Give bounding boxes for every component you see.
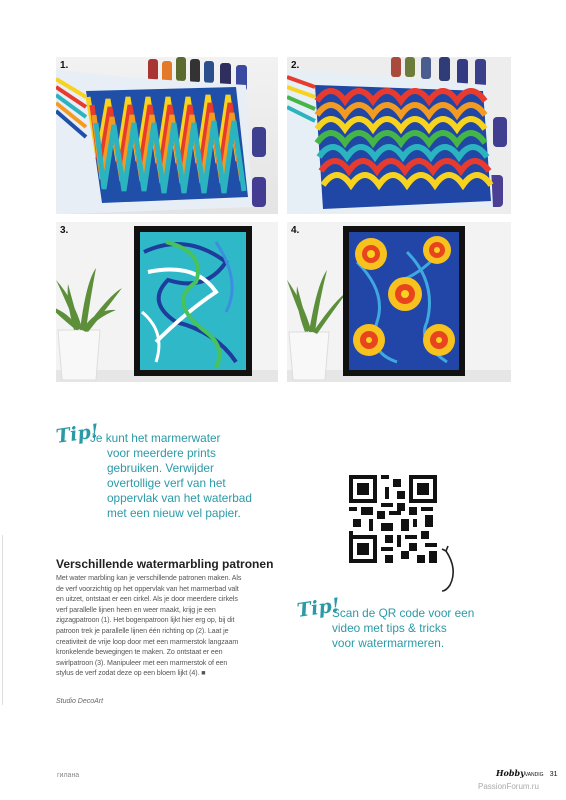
tip-label-2: Tip! <box>295 594 342 622</box>
tip1-line: Je kunt het marmerwater <box>90 431 221 445</box>
article-heading: Verschillende watermarbling patronen <box>56 557 274 571</box>
photo-swirl-pattern <box>56 222 278 382</box>
article-credit: Studio DecoArt <box>56 698 104 705</box>
photo-number-2: 2. <box>291 60 300 71</box>
margin-line <box>2 535 3 705</box>
tip-label-1: Tip! <box>54 420 101 448</box>
page-number: 31 <box>549 771 558 778</box>
tip2-line: video met tips & tricks <box>332 621 447 635</box>
article-line: kronkelende bewegingen te maken. Zo ontstaat er een <box>56 648 223 657</box>
article-line: Met water marbling kan je verschillende patronen maken. Als <box>56 574 242 582</box>
footer-brand <box>496 768 558 778</box>
tip-text-2 <box>332 606 474 651</box>
article-line: zigzagpatroon (1). Het bogenpatroon lijkt hier erg op, bij dit <box>56 616 235 625</box>
photo-number-1: 1. <box>60 60 69 71</box>
swirl-framed-image <box>56 222 278 382</box>
flower-framed-image <box>287 222 511 382</box>
tip1-line: met een nieuw vel papier. <box>107 506 241 520</box>
tip1-line: voor meerdere prints <box>107 446 216 460</box>
brand-suffix: VANDIG <box>524 772 544 778</box>
qr-code[interactable] <box>349 475 437 563</box>
photo-number-4: 4. <box>291 225 300 236</box>
article-body <box>56 573 286 679</box>
tip2-line: voor watermarmeren. <box>332 636 445 650</box>
curved-arrow-icon <box>432 545 462 595</box>
article-line: creativiteit de vrije loop door met een marmerstok langzaam <box>56 637 239 646</box>
article-line: en uitzet, ontstaat er een cirkel. Als je door meerdere cirkels <box>56 595 238 604</box>
article-line: patroon trek je parallelle lijnen één richting op (2). Laat je <box>56 626 229 635</box>
brand-name: Hobby <box>496 768 525 778</box>
photo-flower-pattern <box>287 222 511 382</box>
tip1-line: overtollige verf van het <box>107 476 226 490</box>
tip1-line: gebruiken. Verwijder <box>107 461 214 475</box>
tip2-line: Scan de QR code voor een <box>332 606 475 620</box>
tip-text-1 <box>90 431 252 521</box>
flower-1 <box>355 238 387 270</box>
article-line: verf parallelle lijnen heen en weer maakt, krijg je een <box>56 605 216 614</box>
article-line: de verf voorzichtig op het oppervlak van het marmerbad valt <box>56 584 239 593</box>
zigzag-marbling-image <box>56 57 278 214</box>
tip1-line: oppervlak van het waterbad <box>107 491 252 505</box>
article-line: stylus de verf zodat deze op een bloem lijkt (4). ■ <box>56 669 206 678</box>
arc-marbling-image <box>287 57 511 214</box>
photo-arc-pattern <box>287 57 511 214</box>
qr-code-graphic <box>349 475 437 563</box>
watermark-text: PassionForum.ru <box>478 782 539 791</box>
photo-zigzag-pattern <box>56 57 278 214</box>
article-line: swirlpatroon (3). Manipuleer met een marmerstok of een <box>56 658 228 667</box>
footer-left-text: гилана <box>57 772 80 779</box>
photo-number-3: 3. <box>60 225 69 236</box>
